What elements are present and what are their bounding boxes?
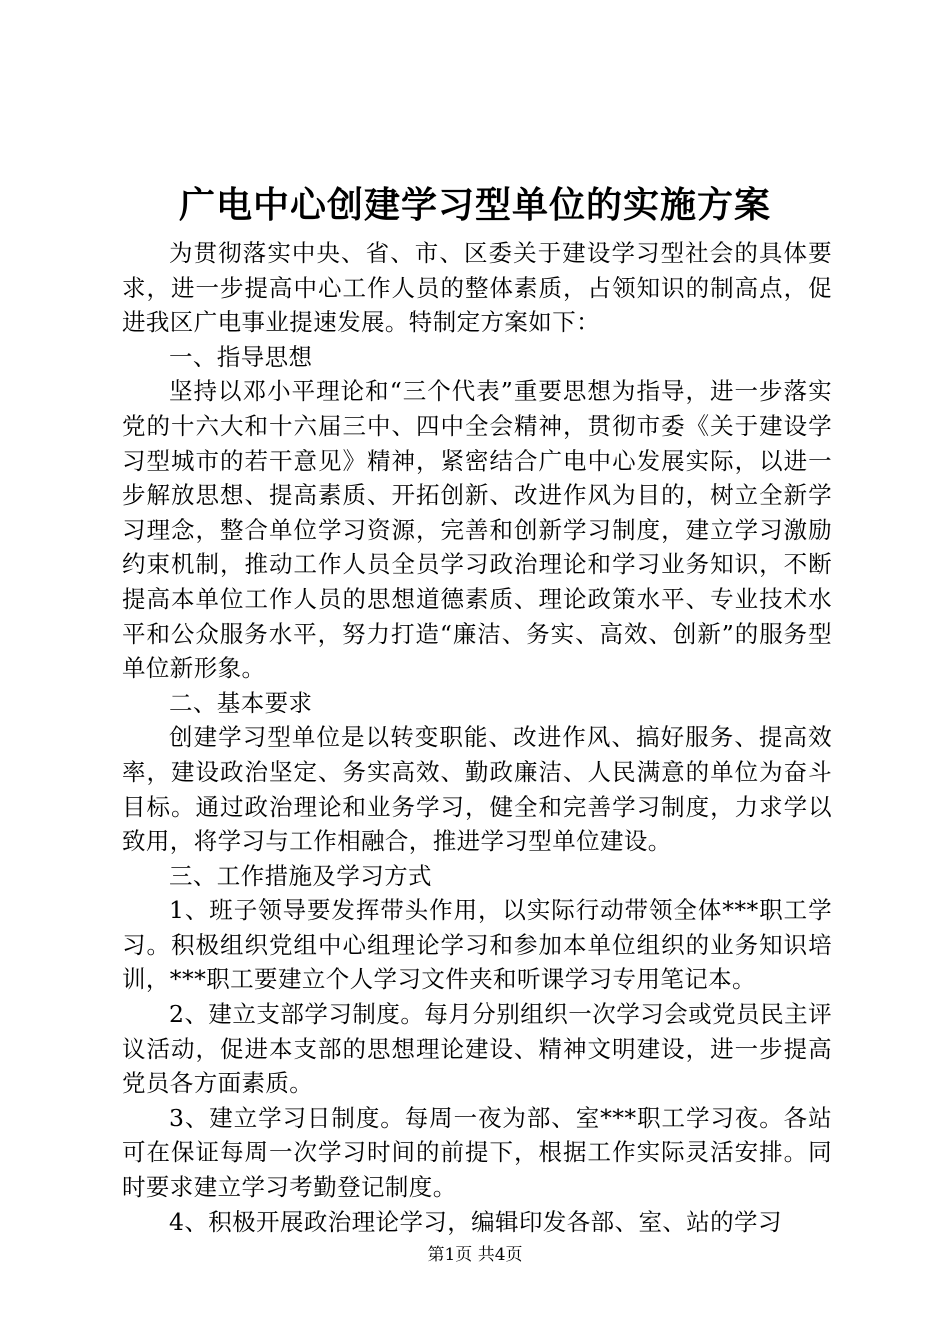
section-heading-measures: 三、工作措施及学习方式 <box>169 861 432 890</box>
measure-item-3: 3、建立学习日制度。每周一夜为部、室***职工学习夜。各站可在保证每周一次学习时间的前提下，根据工作实际灵活安排。同时要求建立学习考勤登记制度。 <box>122 1103 832 1202</box>
measure-item-4: 4、积极开展政治理论学习，编辑印发各部、室、站的学习 <box>169 1207 782 1236</box>
measure-item-2: 2、建立支部学习制度。每月分别组织一次学习会或党员民主评议活动，促进本支部的思想理论建设、精神文明建设，进一步提高党员各方面素质。 <box>122 1000 832 1098</box>
guiding-ideology-paragraph: 坚持以邓小平理论和“三个代表”重要思想为指导，进一步落实党的十六大和十六届三中、四中全会精神，贯彻市委《关于建设学习型城市的若干意见》精神，紧密结合广电中心发展实际，以进一步解放思想、提高素质、开拓创新、改进作风为目的，树立全新学习理念，整合单位学习资源，完善和创新学习制度，建立学习激励约束机制，推动工作人员全员学习政治理论和学习业务知识，不断提高本单位工作人员的思想道德素质、理论政策水平、专业技术水平和公众服务水平，努力打造“廉洁、务实、高效、创新”的服务型单位新形象。 <box>122 377 832 683</box>
section-heading-guiding-ideology: 一、指导思想 <box>169 342 313 371</box>
section-heading-basic-requirements: 二、基本要求 <box>169 688 313 717</box>
intro-paragraph: 为贯彻落实中央、省、市、区委关于建设学习型社会的具体要求，进一步提高中心工作人员的整体素质，占领知识的制高点，促进我区广电事业提速发展。特制定方案如下： <box>122 239 832 337</box>
measure-item-1: 1、班子领导要发挥带头作用，以实际行动带领全体***职工学习。积极组织党组中心组理论学习和参加本单位组织的业务知识培训，***职工要建立个人学习文件夹和听课学习专用笔记本。 <box>122 896 832 994</box>
document-title: 广电中心创建学习型单位的实施方案 <box>178 185 771 226</box>
document-body <box>122 236 832 1239</box>
basic-requirements-paragraph: 创建学习型单位是以转变职能、改进作风、搞好服务、提高效率，建设政治坚定、务实高效、勤政廉洁、人民满意的单位为奋斗目标。通过政治理论和业务学习，健全和完善学习制度，力求学以致用，将学习与工作相融合，推进学习型单位建设。 <box>122 723 832 856</box>
page-number-footer: 第1页 共4页 <box>427 1245 523 1265</box>
